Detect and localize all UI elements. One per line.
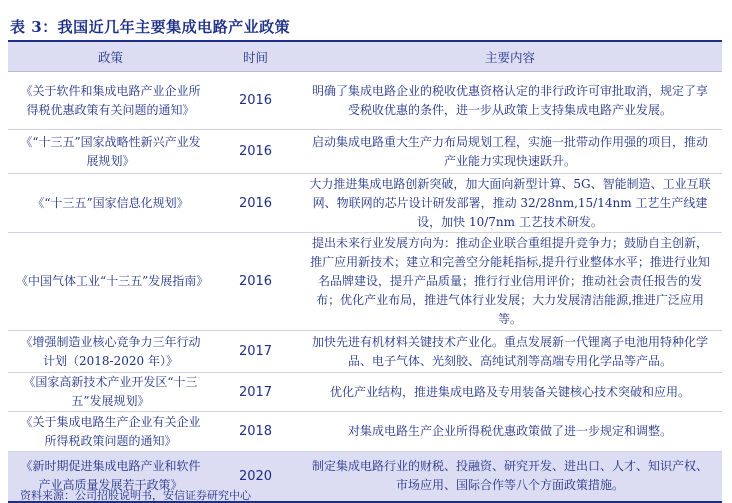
- time-cell: 2016: [213, 130, 298, 174]
- content-cell: 加快先进有机材料关键技术产业化。重点发展新一代锂离子电池用特种化学品、电子气体、光刻胶、高纯试剂等高端专用化学品等产品。: [298, 331, 722, 373]
- column-header-policy: 政策: [8, 42, 213, 72]
- table-row: [8, 233, 722, 331]
- time-cell: 2017: [213, 373, 298, 412]
- policy-cell: 《国家高新技术产业开发区“十三五”发展规划》: [8, 373, 213, 412]
- table-row: [8, 412, 722, 452]
- content-cell: 提出未来行业发展方向为：推动企业联合重组提升竞争力；鼓励自主创新，推广应用新技术；建立和完善空分能耗指标,提升行业整体水平；推进行业知名品牌建设，提升产品质量；推行行业信用评价；推动社会责任报告的发布；优化产业布局，推进气体行业发展；大力发展清洁能源,推进广泛应用等。: [298, 233, 722, 331]
- policy-cell: 《关于集成电路生产企业有关企业所得税政策问题的通知》: [8, 412, 213, 452]
- table-row: [8, 373, 722, 412]
- header-row: [8, 42, 722, 72]
- time-cell: 2017: [213, 331, 298, 373]
- content-cell: 对集成电路生产企业所得税优惠政策做了进一步规定和调整。: [298, 412, 722, 452]
- time-cell: 2018: [213, 412, 298, 452]
- source-note: 资料来源：公司招股说明书，安信证券研究中心: [20, 489, 251, 502]
- policy-cell: 《增强制造业核心竞争力三年行动计划（2018-2020 年）》: [8, 331, 213, 373]
- table-title: 表 3：我国近几年主要集成电路产业政策: [10, 18, 291, 36]
- table-row: [8, 130, 722, 174]
- content-cell: 大力推进集成电路创新突破，加大面向新型计算、5G、智能制造、工业互联网、物联网的芯片设计研发部署，推动 32/28nm,15/14nm 工艺生产线建设，加快 10/7nm 工艺技术研发。: [298, 174, 722, 233]
- content-cell: 启动集成电路重大生产力布局规划工程，实施一批带动作用强的项目，推动产业能力实现快速跃升。: [298, 130, 722, 174]
- policy-cell: 《“十三五”国家战略性新兴产业发展规划》: [8, 130, 213, 174]
- policy-table: [8, 42, 722, 503]
- content-cell: 优化产业结构，推进集成电路及专用装备关键核心技术突破和应用。: [298, 373, 722, 412]
- time-cell: 2016: [213, 233, 298, 331]
- content-cell: 明确了集成电路企业的税收优惠资格认定的非行政许可审批取消，规定了享受税收优惠的条件，进一步从政策上支持集成电路产业发展。: [298, 72, 722, 130]
- table-row: [8, 72, 722, 130]
- policy-cell: 《新时期促进集成电路产业和软件产业高质量发展若干政策》: [8, 452, 213, 502]
- policy-cell: 《关于软件和集成电路产业企业所得税优惠政策有关问题的通知》: [8, 72, 213, 130]
- table-row: [8, 174, 722, 233]
- column-header-content: 主要内容: [298, 42, 722, 72]
- time-cell: 2016: [213, 72, 298, 130]
- content-cell: 制定集成电路行业的财税、投融资、研究开发、进出口、人才、知识产权、市场应用、国际合作等八个方面政策措施。: [298, 452, 722, 502]
- time-cell: 2016: [213, 174, 298, 233]
- column-header-time: 时间: [213, 42, 298, 72]
- time-cell: 2020: [213, 452, 298, 502]
- table-row: [8, 331, 722, 373]
- policy-cell: 《“十三五”国家信息化规划》: [8, 174, 213, 233]
- policy-cell: 《中国气体工业“十三五”发展指南》: [8, 233, 213, 331]
